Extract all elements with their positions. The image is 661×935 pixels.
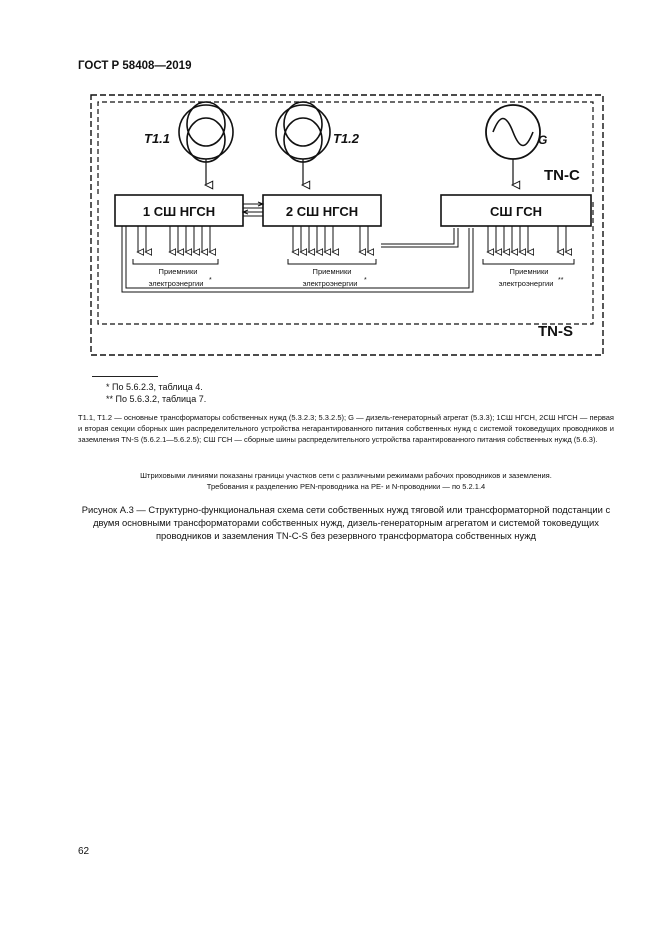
label-t12: T1.2 — [333, 131, 360, 146]
boundary-note-line1: Штриховыми линиями показаны границы участков сети с различными режимами рабочих проводников и заземления. — [140, 471, 552, 480]
consumers-1-line2: электроэнергии — [148, 279, 204, 288]
feeders-bus-g — [488, 226, 566, 252]
bus-tie — [243, 202, 263, 216]
label-generator: G — [538, 133, 548, 147]
transformer-t11 — [179, 102, 233, 185]
label-t11: T1.1 — [144, 131, 171, 146]
consumers-2-line1: Приемники — [312, 267, 352, 276]
figure-diagram — [88, 92, 608, 367]
tn-c-boundary — [98, 102, 593, 194]
brace-consumers-3 — [483, 259, 574, 264]
boundary-note — [78, 470, 614, 492]
transformer-t12 — [276, 102, 330, 185]
consumers-2-line2: электроэнергии — [302, 279, 358, 288]
bus-1-label: 1 СШ НГСН — [142, 204, 216, 219]
bus-2-label: 2 СШ НГСН — [285, 204, 359, 219]
feeders-bus-2 — [293, 226, 368, 252]
footnote-divider — [92, 376, 158, 377]
page-number: 62 — [78, 846, 90, 857]
diagram-canvas — [88, 92, 608, 362]
legend-text: T1.1, T1.2 — основные трансформаторы собственных нужд (5.3.2.3; 5.3.2.5); G — дизель-генераторный агрегат (5.3.3); 1СШ НГСН, 2СШ НГСН — первая и вторая секции сборных шин распределительного устройства негарантированного питания собственных нужд с системой токоведущих проводников и заземления TN-S (5.6.2.1—5.6.2.5); СШ ГСН — сборные шины распределительного устройства гарантированного питания собственных нужд (5.6.3). — [78, 413, 614, 444]
generator-g — [486, 105, 540, 185]
label-tn-s: TN-S — [538, 323, 573, 340]
consumers-3-mark: ** — [558, 277, 564, 284]
bus-g-label: СШ ГСН — [489, 204, 543, 219]
label-tn-c: TN-C — [544, 167, 580, 184]
document-header: ГОСТ Р 58408—2019 — [78, 60, 192, 72]
footnote-1: * По 5.6.2.3, таблица 4. — [106, 382, 203, 392]
link-bus2-busg — [381, 228, 454, 244]
brace-consumers-2 — [288, 259, 376, 264]
figure-caption: Рисунок А.3 — Структурно-функциональная схема сети собственных нужд тяговой или трансформаторной подстанции с двумя основными трансформаторами собственных нужд, дизель-генераторным агрегатом и системой токоведущих проводников и заземления TN-C-S без резервного трансформатора собственных нужд — [81, 504, 611, 541]
boundary-note-line2: Требования к разделению PEN-проводника на PE- и N-проводники — по 5.2.1.4 — [206, 482, 486, 491]
consumers-3-line1: Приемники — [509, 267, 549, 276]
consumers-2-mark: * — [364, 277, 367, 284]
feeders-bus-1 — [138, 226, 210, 252]
consumers-1-line1: Приемники — [158, 267, 198, 276]
consumers-1-mark: * — [209, 277, 212, 284]
consumers-3-line2: электроэнергии — [498, 279, 554, 288]
brace-consumers-1 — [133, 259, 218, 264]
footnote-2: ** По 5.6.3.2, таблица 7. — [106, 394, 207, 404]
